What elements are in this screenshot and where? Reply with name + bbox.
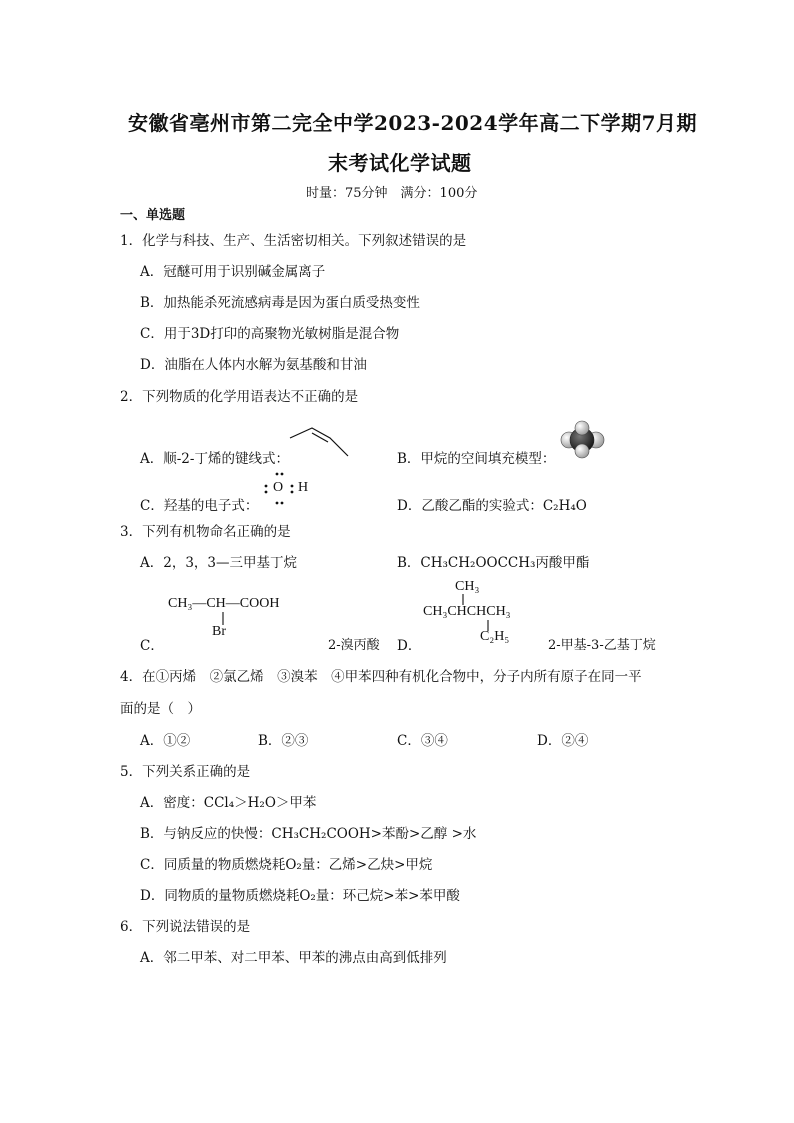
q1-option-a: A．冠醚可用于识别碱金属离子 <box>140 264 326 280</box>
q3-option-c-name: 2-溴丙酸 <box>328 638 380 653</box>
q3-c-structure-main: CH₃—CH—COOH <box>168 596 280 611</box>
q3-option-b: B．CH₃CH₂OOCCH₃丙酸甲酯 <box>397 555 590 571</box>
q2-stem: 2．下列物质的化学用语表达不正确的是 <box>120 389 359 405</box>
q3-option-c-label: C． <box>140 638 164 654</box>
oxygen-symbol: O <box>273 480 284 495</box>
q5-stem: 5．下列关系正确的是 <box>120 764 251 780</box>
title-line1: 安徽省亳州市第二完全中学2023-2024学年高二下学期7月期 <box>128 111 698 135</box>
q4-option-d: D．②④ <box>537 733 589 749</box>
q4-stem-line1: 4．在①丙烯 ②氯乙烯 ③溴苯 ④甲苯四种有机化合物中，分子内所有原子在同一平 <box>120 669 642 685</box>
electron-dots-icon <box>262 470 322 510</box>
q3-d-structure-main: CH₃CHCHCH₃ <box>423 604 511 619</box>
q3-c-structure-br: Br <box>212 624 226 639</box>
q3-option-d-label: D． <box>397 638 422 654</box>
q2-option-b: B．甲烷的空间填充模型： <box>397 451 556 467</box>
methane-space-filling-model-icon <box>560 420 606 460</box>
q3-option-d-name: 2-甲基-3-乙基丁烷 <box>548 638 656 653</box>
q2-option-a: A．顺-2-丁烯的键线式： <box>140 451 289 467</box>
cis-2-butene-skeletal-structure <box>288 422 350 458</box>
q5-option-a: A．密度：CCl₄＞H₂O＞甲苯 <box>140 795 317 811</box>
title-line2: 末考试化学试题 <box>328 151 472 175</box>
q1-option-c: C．用于3D打印的高聚物光敏树脂是混合物 <box>140 326 400 342</box>
q6-stem: 6．下列说法错误的是 <box>120 919 251 935</box>
q3-stem: 3．下列有机物命名正确的是 <box>120 524 291 540</box>
q5-option-d: D．同物质的量物质燃烧耗O₂量：环己烷>苯>苯甲酸 <box>140 888 460 904</box>
exam-meta: 时量：75分钟 满分：100分 <box>306 186 478 201</box>
q5-option-b: B．与钠反应的快慢：CH₃CH₂COOH>苯酚>乙醇 >水 <box>140 826 477 842</box>
hydrogen-symbol: H <box>298 480 309 495</box>
hydroxyl-electron-formula <box>262 470 322 510</box>
q1-option-d: D．油脂在人体内水解为氨基酸和甘油 <box>140 357 367 373</box>
q2-option-d: D．乙酸乙酯的实验式：C₂H₄O <box>397 498 587 514</box>
q4-stem-line2: 面的是（ ） <box>120 701 201 717</box>
q4-option-c: C．③④ <box>397 733 448 749</box>
q5-option-c: C．同质量的物质燃烧耗O₂量：乙烯>乙炔>甲烷 <box>140 857 433 873</box>
q6-option-a: A．邻二甲苯、对二甲苯、甲苯的沸点由高到低排列 <box>140 950 447 966</box>
q1-option-b: B．加热能杀死流感病毒是因为蛋白质受热变性 <box>140 295 420 311</box>
q3-d-structure-top: CH₃ <box>455 579 480 594</box>
q4-option-a: A．①② <box>140 733 191 749</box>
q3-d-structure-sub: C₂H₅ <box>480 629 510 644</box>
q1-stem: 1．化学与科技、生产、生活密切相关。下列叙述错误的是 <box>120 233 467 249</box>
q2-option-c: C．羟基的电子式： <box>140 498 259 514</box>
q3-option-a: A．2，3，3—三甲基丁烷 <box>140 555 298 571</box>
q4-option-b: B．②③ <box>258 733 309 749</box>
section-heading: 一、单选题 <box>120 208 186 223</box>
